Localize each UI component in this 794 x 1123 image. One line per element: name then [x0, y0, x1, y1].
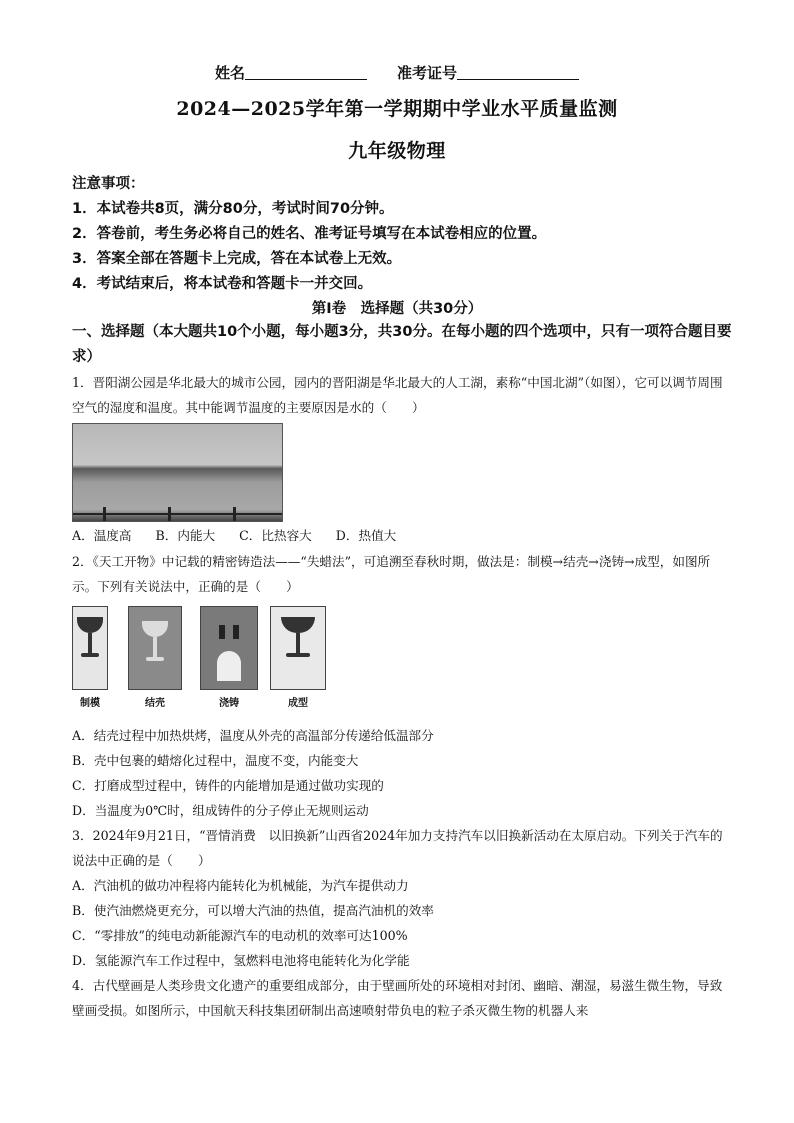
- option-a[interactable]: A．汽油机的做功冲程将内能转化为机械能，为汽车提供动力: [72, 878, 409, 893]
- pour-hole: [233, 625, 239, 639]
- figure-label: 浇铸: [219, 698, 239, 709]
- figure-label: 成型: [288, 698, 308, 709]
- figure-step-finish: [270, 606, 326, 709]
- cup-shape: [77, 617, 103, 657]
- question-2-stem: 2．《天工开物》中记载的精密铸造法——“失蜡法”，可追溯至春秋时期，做法是：制模→结壳→浇铸→成型，如图所示。下列有关说法中，正确的是（ ）: [72, 554, 711, 594]
- option-b[interactable]: B．使汽油燃烧更充分，可以增大汽油的热值，提高汽油机的效率: [72, 903, 434, 918]
- figure-step-shell: [128, 606, 182, 709]
- note-item: 3．答案全部在答题卡上完成，答在本试卷上无效。: [72, 251, 402, 267]
- note-item: 1．本试卷共8页，满分80分，考试时间70分钟。: [72, 201, 394, 217]
- railing-post: [103, 507, 106, 521]
- exam-title: 2024—2025学年第一学期期中学业水平质量监测: [176, 98, 618, 120]
- option-a[interactable]: A．温度高: [72, 528, 132, 543]
- pour-hole: [219, 625, 225, 639]
- candidate-info-line: [0, 62, 794, 83]
- note-item: 2．答卷前，考生务必将自己的姓名、准考证号填写在本试卷相应的位置。: [72, 226, 547, 242]
- exam-no-label: 准考证号: [397, 64, 458, 82]
- cup-shape: [281, 617, 315, 657]
- figure-step-mold: [72, 606, 108, 709]
- notes-block: [72, 172, 732, 297]
- figure-label: 制模: [80, 698, 100, 709]
- exam-no-blank[interactable]: [457, 65, 579, 80]
- question-3-stem: 3．2024年9月21日，“晋情消费 以旧换新”山西省2024年加力支持汽车以旧换新活动在太原启动。下列关于汽车的说法中正确的是（ ）: [72, 828, 723, 868]
- railing-post: [233, 507, 236, 521]
- figure-label: 结壳: [145, 698, 165, 709]
- lost-wax-figure: [72, 606, 342, 709]
- finished-image: [270, 606, 326, 690]
- question-4-stem: 4．古代壁画是人类珍贵文化遗产的重要组成部分，由于壁画所处的环境相对封闭、幽暗、潮湿，易滋生微生物，导致壁画受损。如图所示，中国航天科技集团研制出高速喷射带负电的粒子杀灭微生物的机器人来: [72, 978, 723, 1018]
- option-c[interactable]: C．“零排放”的纯电动新能源汽车的电动机的效率可达100%: [72, 928, 408, 943]
- figure-step-pour: [200, 606, 258, 709]
- mold-cavity: [217, 651, 241, 681]
- name-label: 姓名: [214, 64, 245, 82]
- note-item: 4．考试结束后，将本试卷和答题卡一并交回。: [72, 276, 373, 292]
- section-intro: 一、选择题（本大题共10个小题，每小题3分，共30分。在每小题的四个选项中，只有一项符合题目要求）: [72, 324, 732, 365]
- option-d[interactable]: D．热值大: [335, 528, 397, 543]
- option-d[interactable]: D．当温度为0℃时，组成铸件的分子停止无规则运动: [72, 803, 369, 818]
- pour-image: [200, 606, 258, 690]
- notes-heading: 注意事项：: [72, 176, 145, 192]
- option-d[interactable]: D．氢能源汽车工作过程中，氢燃料电池将电能转化为化学能: [72, 953, 410, 968]
- mold-image: [72, 606, 108, 690]
- exam-subject: 九年级物理: [348, 140, 446, 162]
- question-1-options: [72, 523, 732, 548]
- question-3-options: [72, 873, 732, 973]
- option-c[interactable]: C．比热容大: [239, 528, 312, 543]
- option-a[interactable]: A．结壳过程中加热烘烤，温度从外壳的高温部分传递给低温部分: [72, 728, 434, 743]
- option-b[interactable]: B．壳中包裹的蜡熔化过程中，温度不变，内能变大: [72, 753, 359, 768]
- question-1-stem: 1．晋阳湖公园是华北最大的城市公园，园内的晋阳湖是华北最大的人工湖，素称“中国北湖”（如图），它可以调节周围空气的湿度和温度。其中能调节温度的主要原因是水的（ ）: [72, 375, 723, 415]
- shell-image: [128, 606, 182, 690]
- option-c[interactable]: C．打磨成型过程中，铸件的内能增加是通过做功实现的: [72, 778, 384, 793]
- name-blank[interactable]: [245, 65, 367, 80]
- railing-post: [168, 507, 171, 521]
- lake-photo: [72, 423, 283, 522]
- section-heading: 第Ⅰ卷 选择题（共30分）: [311, 301, 483, 317]
- question-2-options: [72, 723, 732, 823]
- option-b[interactable]: B．内能大: [155, 528, 216, 543]
- cup-shape: [142, 621, 168, 661]
